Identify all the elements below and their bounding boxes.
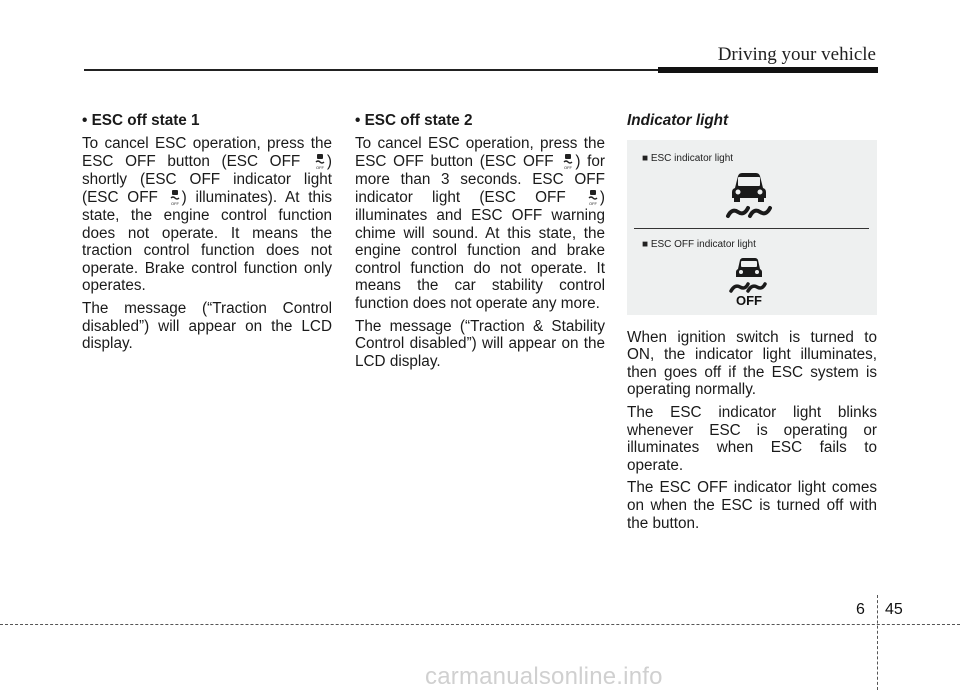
paragraph: To cancel ESC operation, press the ESC OFF button (ESC OFF OFF ) for more than 3 seconds. ESC OFF indicator light (ESC OFF OFF ) illuminates and ESC OFF warning chime will sound. At this state, the engine control function and brake control function do not operate. It means the car stability control function does not operate any more. bbox=[355, 134, 605, 312]
page-number: 45 bbox=[885, 601, 903, 618]
paragraph: When ignition switch is turned to ON, the indicator light illuminates, then goes off if the ESC system is operating normally. bbox=[627, 328, 877, 399]
footer-rule bbox=[0, 624, 960, 625]
esc-indicator-label: ■ ESC indicator light bbox=[642, 152, 734, 164]
off-label: OFF bbox=[736, 292, 762, 308]
svg-text:OFF: OFF bbox=[315, 165, 324, 171]
indicator-illustration bbox=[627, 140, 877, 315]
esc-off-small-icon bbox=[167, 188, 182, 206]
paragraph: The message (“Traction Control disabled”) will appear on the LCD display. bbox=[82, 299, 332, 353]
esc-off-indicator-icon bbox=[728, 254, 772, 294]
footer-vertical-rule bbox=[877, 595, 878, 690]
paragraph: The ESC indicator light blinks whenever ESC is operating or illuminates when ESC fails to operate. bbox=[627, 403, 877, 474]
chapter-number: 6 bbox=[856, 601, 865, 618]
column-esc-off-state-1 bbox=[82, 112, 332, 358]
watermark-text: carmanualsonline.info bbox=[425, 663, 663, 690]
esc-off-indicator-label: ■ ESC OFF indicator light bbox=[642, 238, 756, 250]
esc-off-small-icon bbox=[585, 188, 600, 206]
paragraph: To cancel ESC operation, press the ESC OFF button (ESC OFF OFF ) shortly (ESC OFF indicator light (ESC OFF OFF ) illuminates). At this state, the engine control function does not operate. It means the traction control function does not operate. Brake control function only operates. bbox=[82, 134, 332, 295]
divider bbox=[634, 228, 869, 229]
svg-text:OFF: OFF bbox=[564, 165, 573, 171]
svg-text:OFF: OFF bbox=[588, 201, 597, 207]
page-header-title: Driving your vehicle bbox=[717, 44, 876, 65]
paragraph: The message (“Traction & Stability Control disabled”) will appear on the LCD display. bbox=[355, 317, 605, 370]
esc-indicator-icon bbox=[722, 168, 776, 220]
paragraph: The ESC OFF indicator light comes on when the ESC is turned off with the button. bbox=[627, 479, 877, 532]
svg-text:OFF: OFF bbox=[170, 201, 179, 207]
column-esc-off-state-2 bbox=[355, 112, 605, 375]
section-heading: • ESC off state 2 bbox=[355, 112, 473, 129]
esc-off-small-icon bbox=[312, 152, 327, 170]
section-title: Indicator light bbox=[627, 112, 729, 129]
column-indicator-light bbox=[627, 112, 877, 537]
esc-off-small-icon bbox=[560, 152, 575, 170]
header-rule-accent bbox=[658, 67, 878, 73]
section-heading: • ESC off state 1 bbox=[82, 112, 200, 129]
